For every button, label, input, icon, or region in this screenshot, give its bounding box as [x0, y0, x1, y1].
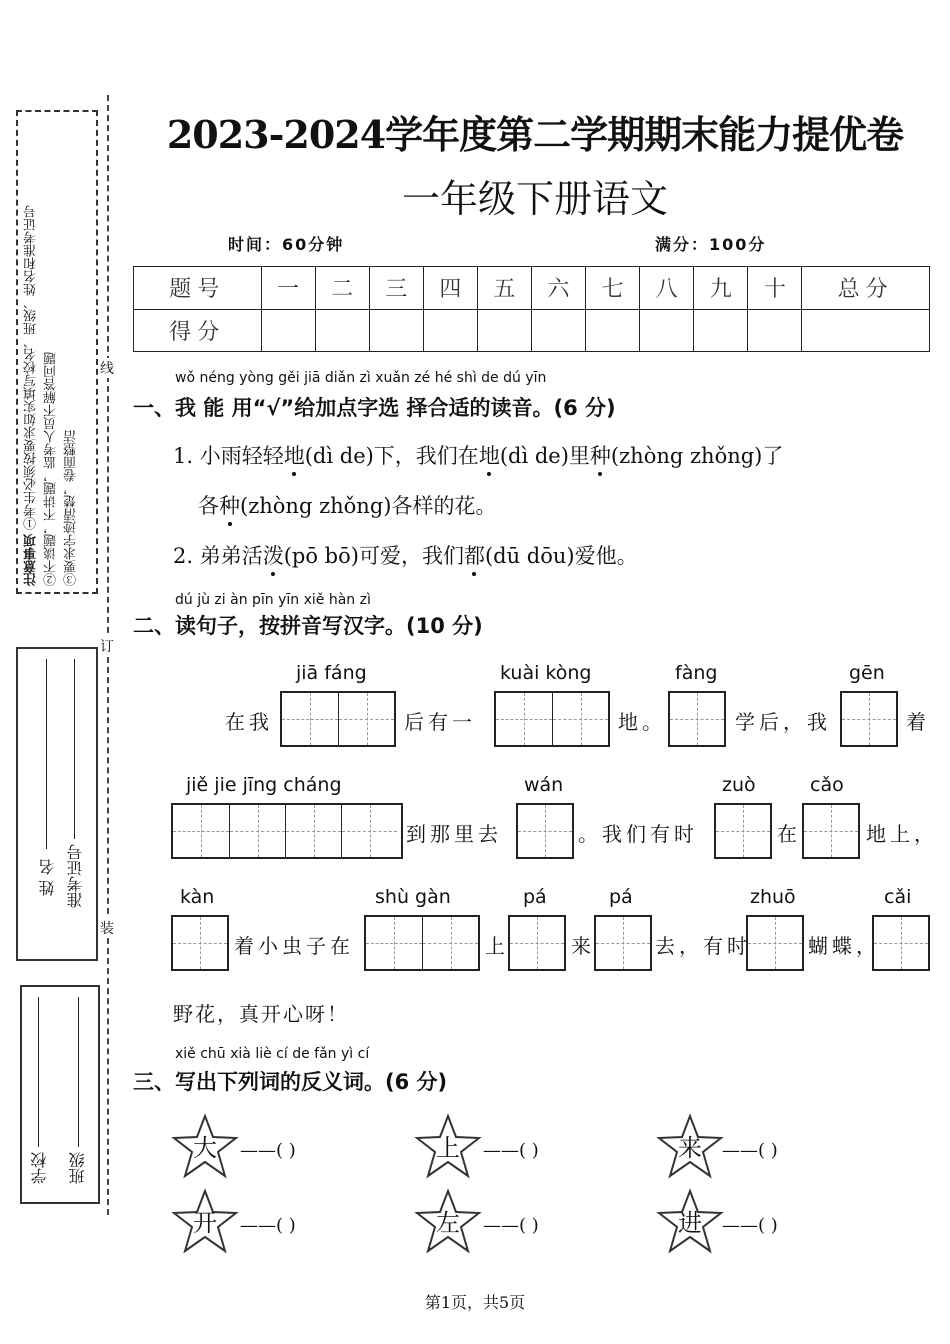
section1-pinyin: wǒ néng yòng gěi jiā diǎn zì xuǎn zé hé shì de dú yīn [175, 370, 547, 386]
dotted-char: 地 [284, 440, 305, 470]
writing-grid[interactable] [280, 691, 396, 747]
notice-line-3: ③要求字迹清楚，卷面整洁 [64, 430, 79, 586]
writing-grid[interactable] [171, 915, 229, 971]
q2-text[interactable]: (pō bō)可爱，我们 [283, 544, 464, 568]
score-head-cell: 题号 [134, 267, 262, 310]
s2-text: 去，有时 [655, 934, 751, 958]
answer-blank[interactable]: ——( ) [483, 1215, 539, 1236]
s2-pinyin: cǎo [810, 774, 844, 796]
exam-no-line[interactable] [74, 659, 75, 839]
q1-text: 1. 小雨轻轻 [173, 444, 284, 468]
full-score: 满分：100分 [655, 235, 767, 254]
s2-text: 着小虫子在 [234, 934, 354, 958]
s2-text: 地。 [618, 710, 666, 734]
section2-heading: 二、读句子，按拼音写汉字。(10 分) [133, 614, 483, 638]
section2-pinyin: dú jù zi àn pīn yīn xiě hàn zì [175, 592, 371, 608]
notice-text [22, 116, 82, 586]
star-card [655, 1187, 725, 1257]
exam-time: 时间：60分钟 [228, 235, 345, 254]
q2-text: 2. 弟弟活 [173, 544, 263, 568]
answer-blank[interactable]: ——( ) [240, 1140, 296, 1161]
s2-text: 地上， [866, 822, 938, 846]
writing-grid[interactable] [840, 691, 898, 747]
s2-text: 在我 [225, 710, 273, 734]
q1-text[interactable]: (zhòng zhǒng)了 [610, 444, 784, 468]
cut-word-bind: 订 [100, 636, 114, 656]
school-line[interactable] [38, 997, 39, 1147]
s2-pinyin: jiě jie jīng cháng [186, 774, 342, 796]
score-value-row [134, 309, 930, 352]
score-cell[interactable] [477, 309, 531, 352]
class-line[interactable] [78, 997, 79, 1147]
s2-pinyin: kàn [180, 886, 215, 908]
school-box [20, 985, 100, 1204]
score-cell[interactable] [640, 309, 694, 352]
score-head-cell: 六 [531, 267, 585, 310]
page-footer: 第1页，共5页 [424, 1293, 526, 1312]
score-cell[interactable] [802, 309, 930, 352]
word: 左 [436, 1209, 460, 1237]
score-head-cell: 八 [640, 267, 694, 310]
s2-pinyin: kuài kòng [500, 662, 592, 684]
star-card [413, 1187, 483, 1257]
writing-grid[interactable] [594, 915, 652, 971]
page-subtitle: 一年级下册语文 [401, 177, 668, 221]
answer-blank[interactable]: ——( ) [722, 1140, 778, 1161]
star-card [170, 1112, 240, 1182]
s2-pinyin: gēn [849, 662, 885, 684]
cut-word-line: 线 [100, 358, 114, 378]
section3-heading: 三、写出下列词的反义词。(6 分) [133, 1070, 448, 1094]
score-cell[interactable] [531, 309, 585, 352]
s2-pinyin: fàng [675, 662, 718, 684]
section1-heading: 一、我 能 用“√”给加点字选 择合适的读音。(6 分) [133, 396, 616, 420]
score-head-cell: 十 [748, 267, 802, 310]
dotted-char: 泼 [263, 540, 284, 570]
question-1-line-2 [198, 490, 496, 520]
writing-grid[interactable] [872, 915, 930, 971]
word: 上 [436, 1134, 460, 1162]
notice-box [16, 110, 98, 594]
score-head-cell: 四 [423, 267, 477, 310]
school-label: 学校 [30, 1152, 49, 1184]
word: 开 [193, 1209, 217, 1237]
star-card [413, 1112, 483, 1182]
exam-no-label: 准考证号 [66, 844, 85, 908]
class-label: 班级 [68, 1152, 87, 1184]
s2-text: 蝴蝶， [808, 934, 880, 958]
score-head-cell: 二 [315, 267, 369, 310]
s2-text: 来 [571, 934, 595, 958]
writing-grid[interactable] [714, 803, 772, 859]
s2-text: 野花，真开心呀！ [173, 1002, 349, 1026]
name-label: 姓 名 [38, 859, 57, 897]
s2-pinyin: jiā fáng [296, 662, 367, 684]
s2-text: 学后，我 [735, 710, 831, 734]
score-head-cell: 一 [261, 267, 315, 310]
score-cell[interactable] [423, 309, 477, 352]
dotted-char: 地 [479, 440, 500, 470]
word: 进 [678, 1209, 702, 1237]
answer-blank[interactable]: ——( ) [722, 1215, 778, 1236]
writing-grid[interactable] [364, 915, 480, 971]
score-cell[interactable] [586, 309, 640, 352]
s2-pinyin: wán [524, 774, 564, 796]
notice-line-2: ②不谈题，不讲题，监考人员不解答问题 [44, 352, 59, 586]
name-box [16, 647, 98, 961]
writing-grid[interactable] [494, 691, 610, 747]
name-line[interactable] [46, 659, 47, 849]
dotted-char: 都 [464, 540, 485, 570]
writing-grid[interactable] [802, 803, 860, 859]
s2-text: 着 [906, 710, 930, 734]
q2-text[interactable]: (dū dōu)爱他。 [484, 544, 638, 568]
q1-text[interactable]: (dì de)下，我们在 [304, 444, 479, 468]
s2-pinyin: zhuō [750, 886, 796, 908]
answer-blank[interactable]: ——( ) [240, 1215, 296, 1236]
s2-pinyin: zuò [722, 774, 756, 796]
q1-text[interactable]: (dì de)里 [499, 444, 590, 468]
writing-grid[interactable] [516, 803, 574, 859]
dotted-char: 种 [219, 490, 240, 520]
score-head-cell: 九 [694, 267, 748, 310]
score-row-label: 得分 [134, 309, 262, 352]
s2-pinyin: pá [523, 886, 547, 908]
question-2 [173, 540, 638, 570]
s2-text: 后有一 [404, 710, 476, 734]
cut-word-staple: 装 [100, 918, 114, 938]
star-card [170, 1187, 240, 1257]
s2-text: 到那里去 [406, 822, 502, 846]
section3-pinyin: xiě chū xià liè cí de fǎn yì cí [175, 1046, 370, 1062]
score-table [133, 266, 930, 352]
s2-pinyin: shù gàn [375, 886, 451, 908]
score-head-cell: 三 [369, 267, 423, 310]
s2-text: 。我们有时 [578, 822, 698, 846]
word: 大 [193, 1134, 217, 1162]
writing-grid[interactable] [171, 803, 403, 859]
writing-grid[interactable] [746, 915, 804, 971]
page-title: 2023-2024学年度第二学期期末能力提优卷 [166, 112, 904, 157]
s2-pinyin: cǎi [884, 886, 912, 908]
notice-label: 注意事项 [24, 534, 39, 586]
score-cell[interactable] [261, 309, 315, 352]
writing-grid[interactable] [508, 915, 566, 971]
s2-pinyin: pá [609, 886, 633, 908]
score-cell[interactable] [315, 309, 369, 352]
q1-text[interactable]: (zhòng zhǒng)各样的花。 [240, 494, 497, 518]
score-cell[interactable] [748, 309, 802, 352]
star-card [655, 1112, 725, 1182]
answer-blank[interactable]: ——( ) [483, 1140, 539, 1161]
score-head-cell: 总分 [802, 267, 930, 310]
score-head-cell: 五 [477, 267, 531, 310]
score-cell[interactable] [369, 309, 423, 352]
score-cell[interactable] [694, 309, 748, 352]
question-1-line-1 [173, 440, 783, 470]
s2-text: 上 [485, 934, 509, 958]
s2-text: 在 [777, 822, 801, 846]
q1-text: 各 [198, 494, 219, 518]
word: 来 [678, 1134, 702, 1162]
score-head-cell: 七 [586, 267, 640, 310]
dotted-char: 种 [590, 440, 611, 470]
score-header-row [134, 267, 930, 310]
writing-grid[interactable] [668, 691, 726, 747]
notice-line-1: ①考生必须按要求如实填写校名、班级、姓名和准考证号 [24, 204, 39, 530]
